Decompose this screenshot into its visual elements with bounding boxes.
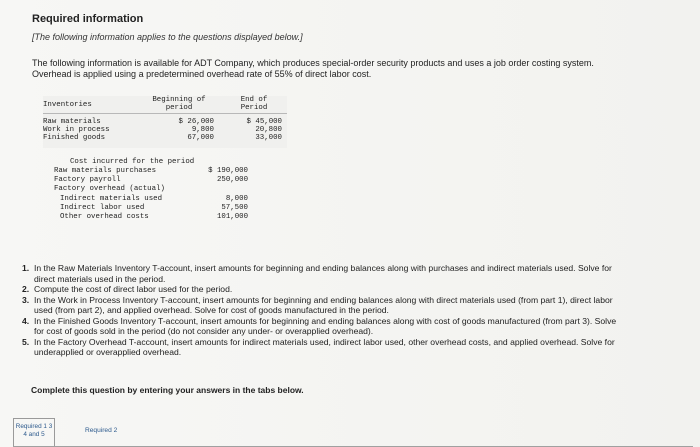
table-row	[43, 126, 287, 134]
row-label: Indirect labor used	[60, 204, 145, 212]
question-text: In the Finished Goods Inventory T-account, insert amounts for beginning and ending balances along with cost of goods manufactured (from part 3). Solve for cost of goods sold in the period (do not consider any under- or overapplied overhead).	[34, 315, 617, 336]
question-number: 4.	[22, 315, 30, 326]
question-number: 3.	[22, 294, 30, 305]
page-title: Required information	[32, 13, 144, 25]
table-row	[54, 213, 250, 221]
question-text: In the Work in Process Inventory T-account, insert amounts for beginning and ending balances along with direct materials used (from part 1), direct labor used (from part 2), and applied overhead. Solve for cost of goods manufactured in the period.	[34, 294, 613, 315]
header-divider	[43, 113, 287, 114]
table-row	[54, 167, 250, 175]
question-number: 2.	[22, 284, 30, 294]
costs-table-title-row	[54, 158, 250, 166]
question-item	[22, 337, 622, 358]
table-row	[43, 118, 287, 126]
costs-table	[54, 158, 250, 230]
end-of-period-header: End of Period	[240, 96, 268, 112]
row-beginning-value: $ 26,000	[178, 118, 214, 126]
row-value: 57,500	[221, 204, 248, 212]
intro-paragraph: The following information is available for ADT Company, which produces special-order security products and uses a job order costing system. Overhead is applied using a predetermined overhead rate of 55% of direct labor cost.	[32, 58, 594, 79]
table-row	[54, 195, 250, 203]
row-end-value: $ 45,000	[246, 118, 282, 126]
row-label: Finished goods	[43, 134, 106, 142]
table-row	[54, 176, 250, 184]
row-value: 250,000	[216, 176, 248, 184]
row-label: Raw materials purchases	[54, 167, 157, 175]
table-row	[43, 134, 287, 142]
question-number: 1.	[22, 263, 30, 273]
table-row	[54, 204, 250, 212]
row-label: Indirect materials used	[60, 195, 163, 203]
instructions-text: Complete this question by entering your answers in the tabs below.	[31, 385, 304, 395]
row-label: Other overhead costs	[60, 213, 149, 221]
costs-table-title: Cost incurred for the period	[70, 158, 195, 166]
inventories-header-label: Inventories	[43, 101, 92, 109]
page-subtitle: [The following information applies to the questions displayed below.]	[32, 32, 303, 42]
row-beginning-value: 9,800	[191, 126, 214, 134]
row-label: Factory overhead (actual)	[54, 185, 165, 193]
row-label: Raw materials	[43, 118, 101, 126]
row-end-value: 33,000	[255, 134, 282, 142]
question-text: In the Factory Overhead T-account, insert amounts for indirect materials used, indirect labor used, other overhead costs, and applied overhead. Solve for underapplied or overapplied overhead.	[34, 336, 615, 357]
row-beginning-value: 67,000	[187, 134, 214, 142]
table-row	[54, 185, 250, 193]
row-value: $ 190,000	[208, 167, 248, 175]
question-item	[22, 295, 622, 316]
questions-list	[22, 263, 622, 358]
tab-required-1-3-4-5[interactable]: Required 1 3 4 and 5	[13, 418, 55, 447]
row-label: Factory payroll	[54, 176, 121, 184]
question-text: In the Raw Materials Inventory T-account, insert amounts for beginning and ending balances along with purchases and indirect materials used. Solve for direct materials used in the period.	[34, 263, 612, 284]
row-value: 8,000	[225, 195, 248, 203]
beginning-of-period-header: Beginning of period	[152, 96, 206, 112]
tab-required-2[interactable]: Required 2	[85, 427, 118, 434]
question-number: 5.	[22, 336, 30, 347]
question-item	[22, 316, 622, 337]
row-label: Work in process	[43, 126, 110, 134]
inventories-table	[43, 96, 287, 148]
question-item	[22, 263, 622, 284]
question-text: Compute the cost of direct labor used for the period.	[34, 284, 233, 294]
inventories-header-row	[43, 96, 287, 112]
row-end-value: 20,800	[255, 126, 282, 134]
row-value: 101,000	[216, 213, 248, 221]
question-item	[22, 284, 622, 295]
